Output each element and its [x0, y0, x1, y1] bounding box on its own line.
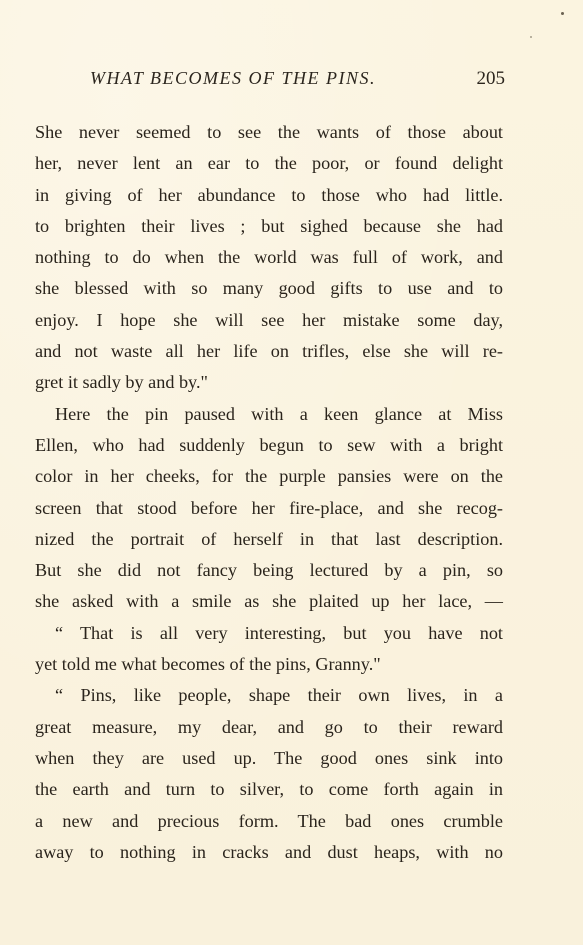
text-line: away to nothing in cracks and dust heaps, with no — [35, 841, 503, 862]
text-line: “ Pins, like people, shape their own lives, in a — [55, 685, 503, 706]
paragraph — [35, 680, 503, 868]
paragraph — [35, 117, 503, 399]
text-line: nized the portrait of herself in that last description. — [35, 528, 503, 549]
text-line: She never seemed to see the wants of those about — [35, 122, 503, 142]
text-line: the earth and turn to silver, to come forth again in — [35, 779, 503, 800]
text-line: gret it sadly by and by." — [35, 372, 208, 393]
text-line: Here the pin paused with a keen glance at Miss — [55, 403, 503, 424]
text-line: to brighten their lives ; but sighed because she had — [35, 215, 503, 236]
text-line: But she did not fancy being lectured by a pin, so — [35, 560, 503, 581]
text-line: color in her cheeks, for the purple pansies were on the — [35, 466, 503, 487]
body-text — [35, 117, 503, 868]
text-line: Ellen, who had suddenly begun to sew with a bright — [35, 434, 503, 455]
text-line: when they are used up. The good ones sink into — [35, 747, 503, 768]
text-line: yet told me what becomes of the pins, Granny." — [35, 654, 381, 675]
text-line: a new and precious form. The bad ones crumble — [35, 810, 503, 831]
text-line: her, never lent an ear to the poor, or found delight — [35, 153, 503, 174]
text-line: “ That is all very interesting, but you have not — [55, 622, 503, 643]
running-head: WHAT BECOMES OF THE PINS. — [90, 68, 376, 88]
page-header — [90, 68, 505, 94]
text-line: she asked with a smile as she plaited up her lace, — — [35, 591, 503, 612]
ink-speck — [561, 12, 564, 15]
text-line: in giving of her abundance to those who had little. — [35, 184, 503, 205]
text-line: she blessed with so many good gifts to use and to — [35, 278, 503, 299]
text-line: and not waste all her life on trifles, else she will re- — [35, 341, 503, 362]
text-line: great measure, my dear, and go to their reward — [35, 716, 503, 737]
paragraph — [35, 399, 503, 618]
text-line: nothing to do when the world was full of work, and — [35, 247, 503, 268]
ink-speck — [530, 36, 532, 38]
text-line: enjoy. I hope she will see her mistake some day, — [35, 309, 503, 330]
paragraph — [35, 618, 503, 681]
text-line: screen that stood before her fire-place, and she recog- — [35, 497, 503, 518]
page-number: 205 — [476, 68, 505, 89]
